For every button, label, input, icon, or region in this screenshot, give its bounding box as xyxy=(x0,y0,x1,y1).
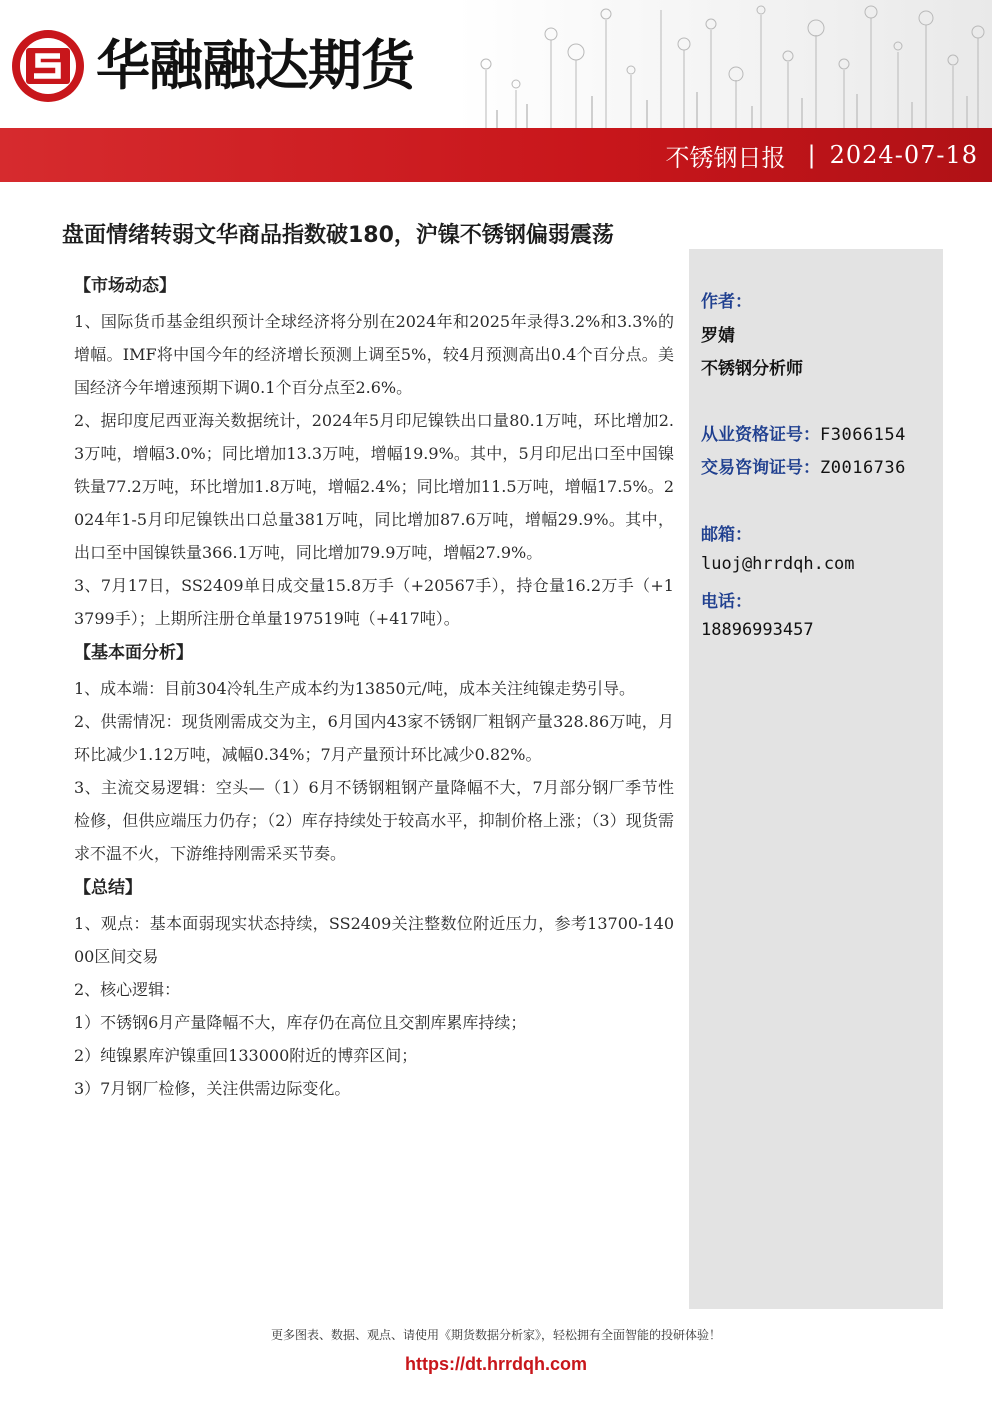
author-label: 作者： xyxy=(701,292,752,312)
section-market xyxy=(74,272,674,635)
section-fundamentals xyxy=(74,639,674,870)
paragraph: 2、核心逻辑： xyxy=(74,980,181,999)
page-title: 盘面情绪转弱文华商品指数破180，沪镍不锈钢偏弱震荡 xyxy=(62,223,614,248)
paragraph: 1）不锈钢6月产量降幅不大，库存仍在高位且交割库累库持续； xyxy=(74,1013,527,1032)
author-sidebar xyxy=(689,249,943,1309)
decorative-pattern xyxy=(456,0,992,128)
paragraph: 1、国际货币基金组织预计全球经济将分别在2024年和2025年录得3.2%和3.3%的增幅。IMF将中国今年的经济增长预测上调至5%，较4月预测高出0.4个百分点。美国经济今年增速预期下调0.1个百分点至2.6%。 xyxy=(74,312,674,397)
report-date: 2024-07-18 xyxy=(829,141,978,169)
paragraph: 2）纯镍累库沪镍重回133000附近的博弈区间； xyxy=(74,1046,418,1065)
section-heading: 【基本面分析】 xyxy=(74,643,193,663)
brand-name: 华融融达期货 xyxy=(96,34,414,97)
banner-text xyxy=(666,128,978,182)
footer-note: 更多图表、数据、观点、请使用《期货数据分析家》，轻松拥有全面智能的投研体验！ xyxy=(270,1328,721,1342)
author-title: 不锈钢分析师 xyxy=(701,359,803,379)
brand-logo xyxy=(10,26,414,106)
report-type: 不锈钢日报 xyxy=(665,143,786,172)
license-label: 从业资格证号： xyxy=(701,425,820,445)
report-header xyxy=(0,0,992,182)
banner-separator: | xyxy=(807,141,816,169)
phone-label: 电话： xyxy=(701,592,752,612)
section-summary xyxy=(74,874,674,1105)
paragraph: 3）7月钢厂检修，关注供需边际变化。 xyxy=(74,1079,351,1098)
license-value: F3066154 xyxy=(820,425,906,445)
paragraph: 3、主流交易逻辑：空头—（1）6月不锈钢粗钢产量降幅不大，7月部分钢厂季节性检修，但供应端压力仍存；（2）库存持续处于较高水平，抑制价格上涨；（3）现货需求不温不火，下游维持刚需采买节奏。 xyxy=(74,778,674,863)
section-heading: 【总结】 xyxy=(74,878,142,898)
email-label: 邮箱： xyxy=(701,525,752,545)
footer-link[interactable]: https://dt.hrrdqh.com xyxy=(405,1354,587,1374)
license-number xyxy=(701,420,906,445)
consult-label: 交易咨询证号： xyxy=(701,458,820,478)
consult-number xyxy=(701,453,906,478)
main-content xyxy=(74,272,674,1105)
email-link[interactable]: luoj@hrrdqh.com xyxy=(701,554,855,574)
consult-value: Z0016736 xyxy=(820,458,906,478)
phone-value: 18896993457 xyxy=(701,620,814,640)
paragraph: 2、供需情况：现货刚需成交为主，6月国内43家不锈钢厂粗钢产量328.86万吨，月环比减少1.12万吨，减幅0.34%；7月产量预计环比减少0.82%。 xyxy=(74,712,674,764)
paragraph: 1、成本端：目前304冷轧生产成本约为13850元/吨，成本关注纯镍走势引导。 xyxy=(74,679,636,698)
author-name: 罗婧 xyxy=(701,326,735,346)
section-heading: 【市场动态】 xyxy=(74,276,176,296)
brand-s-seal-icon xyxy=(10,28,86,104)
paragraph: 1、观点：基本面弱现实状态持续，SS2409关注整数位附近压力，参考13700-14000区间交易 xyxy=(74,914,674,966)
paragraph: 2、据印度尼西亚海关数据统计，2024年5月印尼镍铁出口量80.1万吨，环比增加2.3万吨，增幅3.0%；同比增加13.3万吨，增幅19.9%。其中，5月印尼出口至中国镍铁量77.2万吨，环比增加1.8万吨，增幅2.4%；同比增加11.5万吨，增幅17.5%。2024年1-5月印尼镍铁出口总量381万吨，同比增加87.6万吨，增幅29.9%。其中，出口至中国镍铁量366.1万吨，同比增加79.9万吨，增幅27.9%。 xyxy=(74,411,674,562)
paragraph: 3、7月17日，SS2409单日成交量15.8万手（+20567手），持仓量16.2万手（+13799手）；上期所注册仓单量197519吨（+417吨）。 xyxy=(74,576,674,628)
